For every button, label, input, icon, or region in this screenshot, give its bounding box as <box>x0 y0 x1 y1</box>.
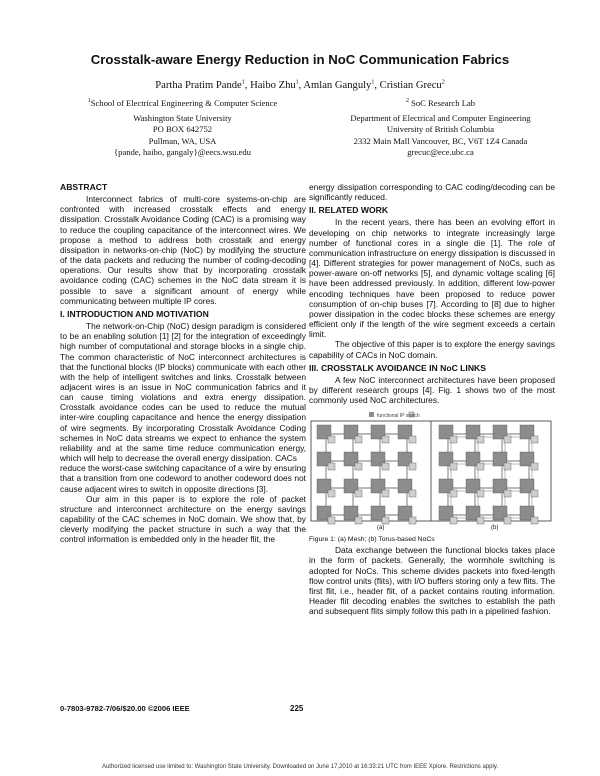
section-heading-related-work: II. RELATED WORK <box>309 205 389 216</box>
switch-block <box>355 490 362 497</box>
right-column <box>309 182 555 616</box>
switch-block <box>450 490 457 497</box>
author-name: Partha Pratim Pande <box>155 80 242 91</box>
affiliation-line: Department of Electrical and Computer Engineering <box>350 113 531 124</box>
affiliation-line: Pullman, WA, USA <box>148 135 217 146</box>
author-affiliation-mark: 2 <box>441 79 445 86</box>
figure-legend: functional IP switch <box>377 413 420 420</box>
affiliation-email: {pande, haibo, gangaly}@eecs.wsu.edu <box>114 146 251 157</box>
switch-block <box>504 490 511 497</box>
affiliation-line: Washington State University <box>133 113 232 124</box>
switch-block <box>450 517 457 524</box>
affiliation-line: 2332 Main Mall Vancouver, BC, V6T 1Z4 Canada <box>353 135 528 146</box>
switch-block <box>355 436 362 443</box>
intro-paragraph-2: Our aim in this paper is to explore the role of packet structure and interconnect architecture on the energy savings capability of the CAC schemes in NoC domain. We show that, by cleverly modifying the packet structure in such a way that the control information is embedded only in the header flit, the <box>60 493 306 545</box>
figure-1 <box>309 409 553 533</box>
crosstalk-paragraph-2: Data exchange between the functional blocks takes place in the form of packets. Generally, the wormhole switching is adopted for NoCs. This scheme divides packets into fixed-length flow control units (flits), with I/O buffers storing only a few flits. The first flit, i.e., header flit, of a packet contains routing information. Header flit decoding enables the switches to establish the path and subsequent flits simply follow this path in a pipelined fashion. <box>309 545 555 617</box>
switch-block <box>409 517 416 524</box>
switch-block <box>382 490 389 497</box>
affiliation-mark: 2 <box>405 98 409 105</box>
switch-block <box>382 436 389 443</box>
intro-paragraph: The network-on-Chip (NoC) design paradigm is considered to be an enabling solution [1] [2] for the integration of exceedingly high number of computational and storage blocks in a single chip. The common characteristic of NoC interconnect architectures is that the functional blocks (IP blocks) communicate with each other with the help of intelligent switches and links. Crosstalk between adjacent wires is an issue in NoC communication fabrics and it can cause timing violations and extra energy dissipation. Crosstalk avoidance codes can be used to reduce the mutual inter-wire coupling capacitance and hence the energy dissipation of wire segments. By incorporating Crosstalk Avoidance Coding schemes in NoC data streams we expect to enhance the system reliability and at the same time reduce communication energy, which will help to decrease the overall energy dissipation. CACs <box>60 321 306 464</box>
noc-architecture-diagram <box>309 409 553 533</box>
switch-block <box>409 436 416 443</box>
continued-paragraph: energy dissipation corresponding to CAC coding/decoding can be significantly reduced. <box>309 182 555 203</box>
switch-block <box>409 463 416 470</box>
author-affiliation-mark: 1 <box>371 79 375 86</box>
author-affiliation-mark: 1 <box>241 79 245 86</box>
legend-ip-swatch <box>369 412 374 417</box>
switch-block <box>477 463 484 470</box>
switch-block <box>328 490 335 497</box>
affiliation-right <box>318 98 563 158</box>
section-heading-introduction: I. INTRODUCTION AND MOTIVATION <box>60 308 209 319</box>
switch-block <box>450 436 457 443</box>
affiliation-line: University of British Columbia <box>386 124 495 135</box>
switch-block <box>477 517 484 524</box>
author-affiliation-mark: 1 <box>295 79 299 86</box>
switch-block <box>531 490 538 497</box>
section-heading-crosstalk: III. CROSSTALK AVOIDANCE IN NoC LINKS <box>309 362 486 373</box>
crosstalk-paragraph: A few NoC interconnect architectures have been proposed by different research groups [4]. Fig. 1 shows two of the most commonly used NoC architectures. <box>309 374 555 406</box>
abstract-heading: ABSTRACT <box>60 182 108 192</box>
abstract-text: Interconnect fabrics of multi-core systems-on-chip are confronted with increased crosstalk effects and energy dissipation. Crosstalk Avoidance Coding (CAC) is a promising way to reduce the coupling capacitance of the interconnect wires. We propose a method to address both crosstalk and energy dissipation in networks-on-chip (NoC) by modifying the structure of the data packets and reducing the number of coding-decoding operations. Our results show that by incorporating crosstalk avoidance coding (CAC) schemes in the NoC data stream it is possible to save a significant amount of energy while communicating between multiple IP cores. <box>60 194 306 306</box>
author-name: Cristian Grecu <box>379 80 442 91</box>
switch-block <box>531 436 538 443</box>
related-paragraph-2: The objective of this paper is to explore the energy savings capability of CACs in NoC domain. <box>309 339 555 360</box>
figure-sublabel-b: (b) <box>491 525 499 532</box>
switch-block <box>477 436 484 443</box>
switch-block <box>328 463 335 470</box>
author-name: Haibo Zhu <box>250 80 296 91</box>
switch-block <box>504 436 511 443</box>
left-column <box>60 182 306 544</box>
switch-block <box>477 490 484 497</box>
author-name: Amlan Ganguly <box>303 80 372 91</box>
paper-title: Crosstalk-aware Energy Reduction in NoC Communication Fabrics <box>90 52 510 67</box>
affiliation-left <box>60 98 305 158</box>
switch-block <box>382 463 389 470</box>
switch-block <box>355 517 362 524</box>
affiliation-mark: 1 <box>87 98 91 105</box>
switch-block <box>409 490 416 497</box>
footer-isbn: 0-7803-9782-7/06/$20.00 ©2006 IEEE <box>60 704 190 713</box>
related-paragraph: In the recent years, there has been an evolving effort in developing on chip networks to integrate increasingly large number of functional cores in a single die [1]. The role of communication infrastructure on energy dissipation is discussed in [4]. Different strategies for power management of NoCs, such as power-aware on-off networks [5], and dynamic voltage scaling [6] have been addressed previously. In addition, different low-power encoding techniques have been proposed to reduce power consumption of on-chip buses [7]. According to [8] due to higher power dissipation in the codec blocks these schemes are energy efficient only if the length of the wire segment exceeds a certain limit. <box>309 217 555 340</box>
figure-caption: Figure 1: (a) Mesh; (b) Torus-based NoCs <box>309 536 435 544</box>
switch-block <box>531 463 538 470</box>
affiliation-head: SoC Research Lab <box>411 98 476 108</box>
switch-block <box>328 436 335 443</box>
affiliation-line: PO BOX 642752 <box>152 124 213 135</box>
author-list: Partha Pratim Pande$^1$, Haibo Zhu$^1$, Amlan Ganguly$^1$, Cristian Grecu$^2$ <box>155 79 445 91</box>
affiliation-email: grecuc@ece.ubc.ca <box>407 146 474 157</box>
switch-block <box>531 517 538 524</box>
switch-block <box>450 463 457 470</box>
switch-block <box>504 517 511 524</box>
intro-paragraph-continued: reduce the worst-case switching capacitance of a wire by ensuring that a transition from one codeword to another codeword does not cause adjacent wires to switch in opposite directions [3]. <box>60 463 306 494</box>
page-number: 225 <box>290 704 304 713</box>
switch-block <box>328 517 335 524</box>
switch-block <box>355 463 362 470</box>
figure-sublabel-a: (a) <box>377 525 385 532</box>
switch-block <box>504 463 511 470</box>
license-notice: Authorized licensed use limited to: Washington State University. Downloaded on June 17,2010 at 16:33:21 UTC from IEEE Xplore. Restrictions apply. <box>101 764 499 770</box>
affiliation-head: School of Electrical Engineering & Computer Science <box>90 98 278 108</box>
